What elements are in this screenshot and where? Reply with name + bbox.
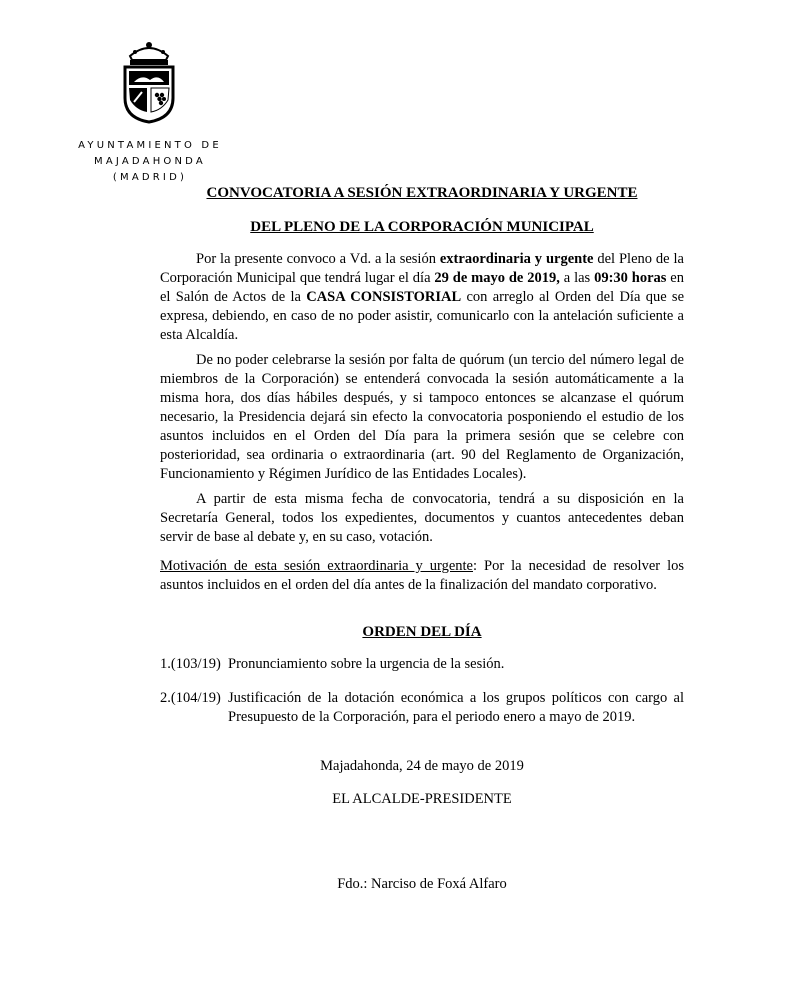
- document-subtitle: DEL PLENO DE LA CORPORACIÓN MUNICIPAL: [250, 219, 594, 235]
- motivation-label: Motivación de esta sesión extraordinaria y urgente: [160, 558, 473, 574]
- agenda-item-text: Justificación de la dotación económica a los grupos políticos con cargo al Presupuesto de la Corporación, para el periodo enero a mayo de 2019.: [228, 690, 684, 725]
- agenda-title: ORDEN DEL DÍA: [362, 624, 482, 640]
- org-name-line1: AYUNTAMIENTO DE: [78, 140, 222, 151]
- coat-of-arms-icon: [120, 40, 178, 124]
- paragraph-quorum: De no poder celebrarse la sesión por falta de quórum (un tercio del número legal de miembros de la Corporación) se entenderá convocada la sesión automáticamente a la misma hora, dos días hábiles después, y si tampoco entonces se alcanzase el quórum necesario, la Presidencia dejará sin efecto la convocatoria posponiendo el estudio de los asuntos incluidos en el Orden del Día para la primera sesión que se celebre con posterioridad, sea ordinaria o extraordinaria (art. 90 del Reglamento de Organización, Funcionamiento y Régimen Jurídico de las Entidades Locales).: [160, 352, 684, 482]
- agenda-item-text: Pronunciamiento sobre la urgencia de la sesión.: [228, 656, 505, 672]
- paragraph-documents: A partir de esta misma fecha de convocatoria, tendrá a su disposición en la Secretaría General, todos los expedientes, documentos y cuantos antecedentes deban servir de base al debate y, en su caso, votación.: [160, 491, 684, 545]
- agenda-item: [160, 689, 684, 727]
- signer-role: EL ALCALDE-PRESIDENTE: [332, 791, 512, 807]
- agenda-item: [160, 655, 684, 674]
- agenda-item-number: 1.(103/19): [160, 656, 221, 672]
- org-name-line3: (MADRID): [112, 172, 188, 183]
- agenda-item-number: 2.(104/19): [160, 690, 221, 706]
- org-name-line2: MAJADAHONDA: [94, 156, 206, 167]
- signature-line: Fdo.: Narciso de Foxá Alfaro: [337, 876, 507, 892]
- document-title: CONVOCATORIA A SESIÓN EXTRAORDINARIA Y URGENTE: [206, 185, 638, 201]
- paragraph-convocation: Por la presente convoco a Vd. a la sesión extraordinaria y urgente del Pleno de la Corporación Municipal que tendrá lugar el día 29 de mayo de 2019, a las 09:30 horas en el Salón de Actos de la CASA CONSISTORIAL con arreglo al Orden del Día que se expresa, debiendo, en caso de no poder asistir, comunicarlo con la antelación suficiente a esta Alcaldía.: [160, 251, 685, 343]
- paragraph-motivation: Motivación de esta sesión extraordinaria y urgente: Por la necesidad de resolver los asuntos incluidos en el orden del día antes de la finalización del mandato corporativo.: [160, 558, 684, 593]
- place-and-date: Majadahonda, 24 de mayo de 2019: [320, 758, 524, 774]
